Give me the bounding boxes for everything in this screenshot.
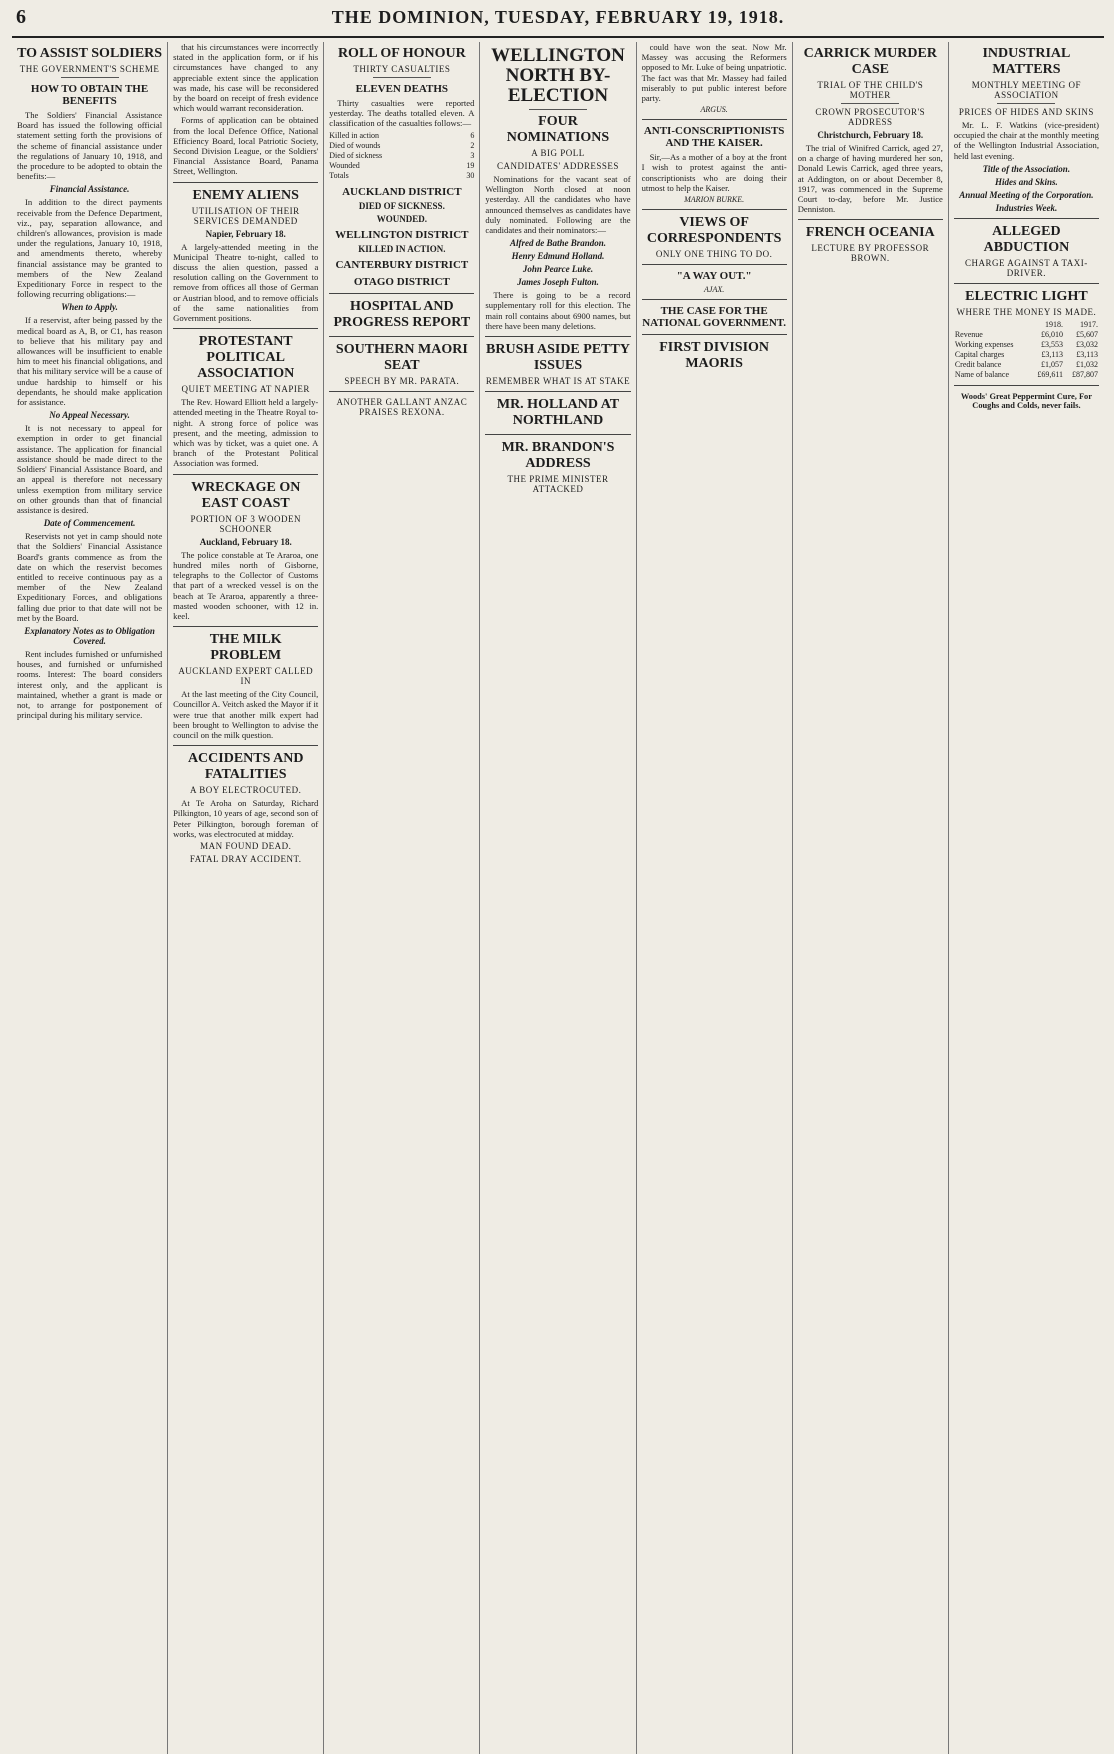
newspaper-title: THE DOMINION, TUESDAY, FEBRUARY 19, 1918. (331, 7, 785, 27)
dateline: Auckland, February 18. (199, 536, 292, 547)
page-number: 6 (16, 6, 26, 28)
subheading: Financial Assistance. (49, 184, 130, 195)
headline-enemy-aliens: ENEMY ALIENS (192, 187, 299, 203)
subheading: No Appeal Necessary. (49, 410, 130, 421)
section-heading: ELEVEN DEATHS (355, 83, 449, 95)
headline-southern-maori: SOUTHERN MAORI SEAT (335, 341, 468, 373)
candidate-name: Alfred de Bathe Brandon. (509, 238, 606, 249)
subheadline: FATAL DRAY ACCIDENT. (189, 853, 302, 864)
subheading: Annual Meeting of the Corporation. (959, 189, 1094, 200)
section-heading: HOW TO OBTAIN THE BENEFITS (30, 83, 149, 107)
headline-by-election: WELLINGTON NORTH BY-ELECTION (491, 45, 625, 106)
column-3 (324, 42, 480, 1754)
column-4 (480, 42, 636, 1754)
article-paragraph: Thirty casualties were reported yesterday. The deaths totalled eleven. A classification of the casualties follows:— (329, 98, 475, 129)
subheading: Hides and Skins. (995, 176, 1058, 187)
casualty-row: Totals 30 (329, 170, 475, 180)
table-row: Revenue £6,010 £5,607 (954, 329, 1098, 339)
headline-protestant: PROTESTANT POLITICAL ASSOCIATION (197, 334, 295, 382)
casualty-row: Killed in action 6 (329, 130, 475, 140)
headline-holland: MR. HOLLAND AT NORTHLAND (496, 397, 620, 429)
letter-signature: MARION BURKE. (684, 195, 745, 205)
candidate-name: Henry Edmund Holland. (511, 251, 605, 262)
article-paragraph: The Soldiers' Financial Assistance Board has issued the following official statement setting forth the provisions of the scheme of financial assistance under the regulations of January 10, 1918, and the procedure to be adopted to obtain the benefits:— (17, 110, 163, 182)
article-paragraph: In addition to the direct payments receivable from the Defence Department, viz., pay, separation allowance, and children's allowances, provision is made under the regulations, January 10, 1918, and amendments thereto, whereby financial assistance may be granted to members of the New Zealand Expeditionary Force in respect to the following recurring obligations:— (17, 197, 163, 300)
headline-roll-of-honour: ROLL OF HONOUR (337, 46, 466, 61)
headline-carrick-murder: CARRICK MURDER CASE (803, 46, 937, 77)
subheading: Date of Commencement. (43, 518, 136, 529)
headline-first-division-maoris: FIRST DIVISION MAORIS (659, 340, 770, 372)
column-6 (793, 42, 949, 1754)
casualty-row: Wounded 19 (329, 160, 475, 170)
casualty-row: Died of wounds 2 (329, 140, 475, 150)
article-paragraph: that his circumstances were incorrectly stated in the application form, or if his circumstances have changed to any appreciable extent since the application was made, his case will be reconsidered by the board on receipt of fresh evidence which would warrant reconsideration. (173, 42, 319, 114)
article-paragraph: Mr. L. F. Watkins (vice-president) occupied the chair at the monthly meeting of the Wellington Industrial Association, held last evening. (953, 120, 1099, 161)
casualty-section: DIED OF SICKNESS. (358, 200, 445, 211)
article-paragraph: The police constable at Te Araroa, one hundred miles north of Gisborne, telegraphs to the Collector of Customs that part of a wrecked vessel is on the beach at Te Araroa, apparently a three-masted wooden schooner, with 12 in. keel. (173, 549, 319, 621)
subheadline: QUIET MEETING AT NAPIER (181, 384, 310, 395)
column-5 (637, 42, 793, 1754)
masthead (12, 6, 1104, 38)
subheadline: TRIAL OF THE CHILD'S MOTHER (817, 80, 924, 100)
headline-accidents: ACCIDENTS AND FATALITIES (187, 751, 304, 783)
subheadline: A BIG POLL (531, 148, 585, 158)
subheadline: A BOY ELECTROCUTED. (190, 785, 302, 796)
subheadline: AUCKLAND EXPERT CALLED IN (178, 666, 314, 687)
article-paragraph: Rent includes furnished or unfurnished houses, and furnished or unfurnished rooms. Interest: The board considers interest only, and the applicant is maintained, whether a grant is made or not, to arrange for postponement of principal during his military service. (17, 648, 163, 721)
table-row: Credit balance £1,057 £1,032 (954, 359, 1098, 369)
district-heading: OTAGO DISTRICT (353, 275, 450, 288)
subheadline: THE GOVERNMENT'S SCHEME (19, 64, 160, 74)
article-paragraph: Reservists not yet in camp should note that the Soldiers' Financial Assistance Board's grants commence as from the date on which the reservist becomes entitled to receive continuous pay as a member of the New Zealand Expeditionary Forces, and obligations falling due prior to that date will not be met by the Board. (17, 531, 163, 623)
subheadline: MONTHLY MEETING OF ASSOCIATION (971, 80, 1082, 100)
casualty-section: WOUNDED. (376, 213, 427, 224)
headline-hospital-report: HOSPITAL AND PROGRESS REPORT (333, 298, 471, 330)
subheadline-rexona: ANOTHER GALLANT ANZAC PRAISES REXONA. (336, 396, 468, 417)
column-2 (168, 42, 324, 1754)
dateline: Christchurch, February 18. (817, 130, 924, 140)
subheadline: THE PRIME MINISTER ATTACKED (507, 474, 609, 495)
subheadline: REMEMBER WHAT IS AT STAKE (485, 376, 631, 387)
electric-light-figures (954, 320, 1099, 380)
district-heading: CANTERBURY DISTRICT (335, 258, 469, 271)
subheadline: ONLY ONE THING TO DO. (655, 249, 773, 260)
column-1 (12, 42, 168, 1754)
article-paragraph: could have won the seat. Now Mr. Massey was accusing the Reformers opposed to Mr. Luke of being unpatriotic. The fact was that Mr. Massey had failed miserably to put public interest before party. (641, 42, 787, 104)
article-paragraph: If a reservist, after being passed by the medical board as A, B, or C1, has reason to believe that his military pay and allowances will be insufficient to enable him to meet his financial obligations, and that his military service will be a cause of undue hardship to himself or his dependants, he should make application for assistance. (17, 315, 163, 408)
headline-milk-problem: THE MILK PROBLEM (209, 632, 282, 664)
district-heading: AUCKLAND DISTRICT (342, 185, 462, 198)
subheadline: MAN FOUND DEAD. (200, 840, 292, 851)
headline-brush-aside: BRUSH ASIDE PETTY ISSUES (486, 342, 630, 374)
headline-anti-conscriptionists: ANTI-CONSCRIPTIONISTS AND THE KAISER. (643, 125, 785, 150)
dateline: Napier, February 18. (205, 228, 286, 239)
advertisement: Woods' Great Peppermint Cure, For Coughs and Colds, never fails. (960, 391, 1092, 410)
letter-signature: ARGUS. (700, 105, 728, 115)
headline-brandon: MR. BRANDON'S ADDRESS (501, 440, 615, 472)
headline-french-oceania: FRENCH OCEANIA (805, 225, 935, 241)
table-row: Working expenses £3,553 £3,032 (954, 339, 1098, 349)
table-row: Capital charges £3,113 £3,113 (954, 349, 1098, 359)
article-paragraph: Sir,—As a mother of a boy at the front I wish to protest against the anti-conscriptionists who are doing their utmost to help the Kaiser. (641, 152, 787, 193)
subheading: Industries Week. (995, 202, 1058, 213)
article-paragraph: At the last meeting of the City Council, Councillor A. Veitch asked the Mayor if it were true that another milk expert had been brought to Wellington to advise the council on the milk question. (173, 689, 319, 740)
article-paragraph: Nominations for the vacant seat of Wellington North closed at noon yesterday. All the candidates who have announced themselves as candidates have duly nominated. Following are the candidates and their nominators:— (485, 174, 631, 236)
subheadline: PRICES OF HIDES AND SKINS (958, 107, 1094, 117)
subheadline: LECTURE BY PROFESSOR BROWN. (811, 243, 930, 264)
article-paragraph: The Rev. Howard Elliott held a largely-attended meeting in the Theatre Royal to-night. A strong force of police was present, and the meeting, admission to which was by ticket, was a quiet one. A branch of the Protestant Political Association was formed. (173, 397, 319, 469)
headline-views: VIEWS OF CORRESPONDENTS (646, 215, 782, 247)
letter-signature: AJAX. (704, 285, 725, 295)
article-paragraph: The trial of Winifred Carrick, aged 27, on a charge of having murdered her son, Donald Lewis Carrick, aged three years, at Addington, on or about December 8, 1917, was commenced in the Supreme Court to-day, before Mr. Justice Denniston. (797, 143, 943, 215)
subheadline: CROWN PROSECUTOR'S ADDRESS (815, 107, 926, 127)
headline-to-assist-soldiers: TO ASSIST SOLDIERS (17, 46, 163, 61)
subheading: Title of the Association. (982, 163, 1071, 174)
subheadline: UTILISATION OF THEIR SERVICES DEMANDED (191, 205, 300, 226)
subheadline: PORTION OF 3 WOODEN SCHOONER (190, 513, 301, 534)
subheadline: CHARGE AGAINST A TAXI-DRIVER. (965, 257, 1088, 278)
subheadline-nominations: FOUR NOMINATIONS (506, 114, 610, 145)
article-paragraph: There is going to be a record supplementary roll for this election. The main roll contains about 6900 names, but there have been many deletions. (485, 290, 631, 331)
article-paragraph: It is not necessary to appeal for exemption in order to get financial assistance. The application for financial assistance should be made direct to the Soldiers' Financial Assistance Board, and an appeal is therefore not necessary unless exemption from military service on other grounds than that of financial assistance is desired. (17, 423, 163, 515)
subheadline: SPEECH BY MR. PARATA. (344, 375, 460, 386)
subheadline: WHERE THE MONEY IS MADE. (956, 306, 1097, 317)
headline-alleged-abduction: ALLEGED ABDUCTION (983, 223, 1070, 255)
district-heading: WELLINGTON DISTRICT (335, 228, 469, 241)
article-paragraph: Forms of application can be obtained from the local Defence Office, National Efficiency Board, local Patriotic Society, Second Division League, or the Soldiers' Financial Assistance Board, Panama Street, Wellington. (173, 115, 319, 177)
candidate-name: James Joseph Fulton. (517, 277, 599, 288)
column-7 (949, 42, 1104, 1754)
headline-electric-light: ELECTRIC LIGHT (965, 288, 1088, 304)
casualty-table (329, 131, 474, 181)
headline-national-government: THE CASE FOR THE NATIONAL GOVERNMENT. (642, 305, 787, 330)
headline-way-out: "A WAY OUT." (676, 270, 752, 283)
subheading: Explanatory Notes as to Obligation Covered. (24, 625, 155, 646)
casualty-row: Died of sickness 3 (329, 150, 475, 160)
casualty-section: KILLED IN ACTION. (358, 243, 446, 254)
subheading: When to Apply. (61, 302, 118, 313)
subheadline: CANDIDATES' ADDRESSES (497, 161, 619, 171)
headline-industrial-matters: INDUSTRIAL MATTERS (982, 46, 1071, 77)
headline-wreckage: WRECKAGE ON EAST COAST (191, 479, 301, 511)
table-row: Name of balance £69,611 £87,807 (954, 369, 1098, 379)
table-header-row: 1918. 1917. (1045, 319, 1098, 329)
article-paragraph: At Te Aroha on Saturday, Richard Pilkington, 10 years of age, second son of Peter Pilkington, borough foreman of works, was electrocuted at midday. (173, 798, 319, 839)
candidate-name: John Pearce Luke. (522, 264, 594, 275)
subheadline: THIRTY CASUALTIES (353, 64, 451, 74)
columns (12, 42, 1104, 1754)
article-paragraph: A largely-attended meeting in the Municipal Theatre to-night, called to discuss the alien question, passed a resolution calling on the Government to remove from offices all those of German or Austrian blood, and to remove officials of the same nationalities from Government positions. (173, 241, 319, 324)
